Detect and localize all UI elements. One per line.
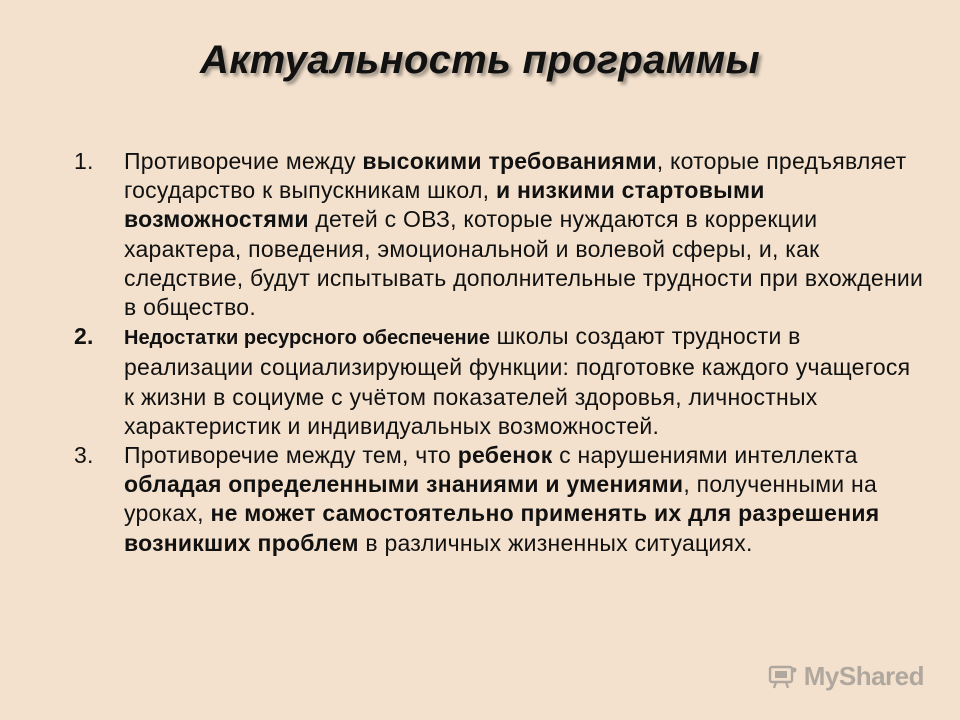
slide-title: Актуальность программы [200,38,760,82]
list-item-text [124,322,924,441]
text-segment-bold: ребенок [457,442,553,469]
watermark-text: MyShared [803,661,924,691]
list-item-number: 1. [74,148,94,174]
list-item-2 [74,322,924,441]
watermark [768,661,924,692]
text-segment: школы создают трудности в реализации социализирующей функции: подготовке каждого учащегося к жизни в социуме с учётом показателей здоровья, личностных характеристик и индивидуальных возможностей. [124,323,911,439]
text-segment: с нарушениями интеллекта [552,442,858,469]
text-segment: , которые предъявляет государство к выпускникам школ, [124,148,907,204]
text-segment-bold: не может самостоятельно применять их для разрешения возникших проблем [124,500,880,556]
slide-content [74,147,924,558]
mysh-logo-icon [768,664,798,690]
list-item-text [124,147,924,322]
text-segment-bold: Недостатки ресурсного обеспечение [124,327,490,350]
list-item-3 [74,441,924,558]
text-segment: , полученными на уроках, [124,471,878,527]
text-segment-bold: и низкими стартовыми возможностями [124,177,765,233]
text-segment-bold: высокими требованиями [362,148,657,174]
text-segment-bold: обладая определенными знаниями и умениями [124,471,684,498]
list-item-number: 3. [74,442,94,469]
list-item-text [124,441,924,558]
text-segment: Противоречие между тем, что [124,442,458,469]
text-segment: детей с ОВЗ, которые нуждаются в коррекции характера, поведения, эмоциональной и волевой сферы, и, как следствие, будут испытывать дополнительные трудности при вхождении в общество. [124,206,924,321]
list-item-number: 2. [74,323,94,350]
text-segment: в различных жизненных ситуациях. [358,529,753,556]
text-segment: Противоречие между [124,148,363,174]
list-item-1 [74,147,924,322]
